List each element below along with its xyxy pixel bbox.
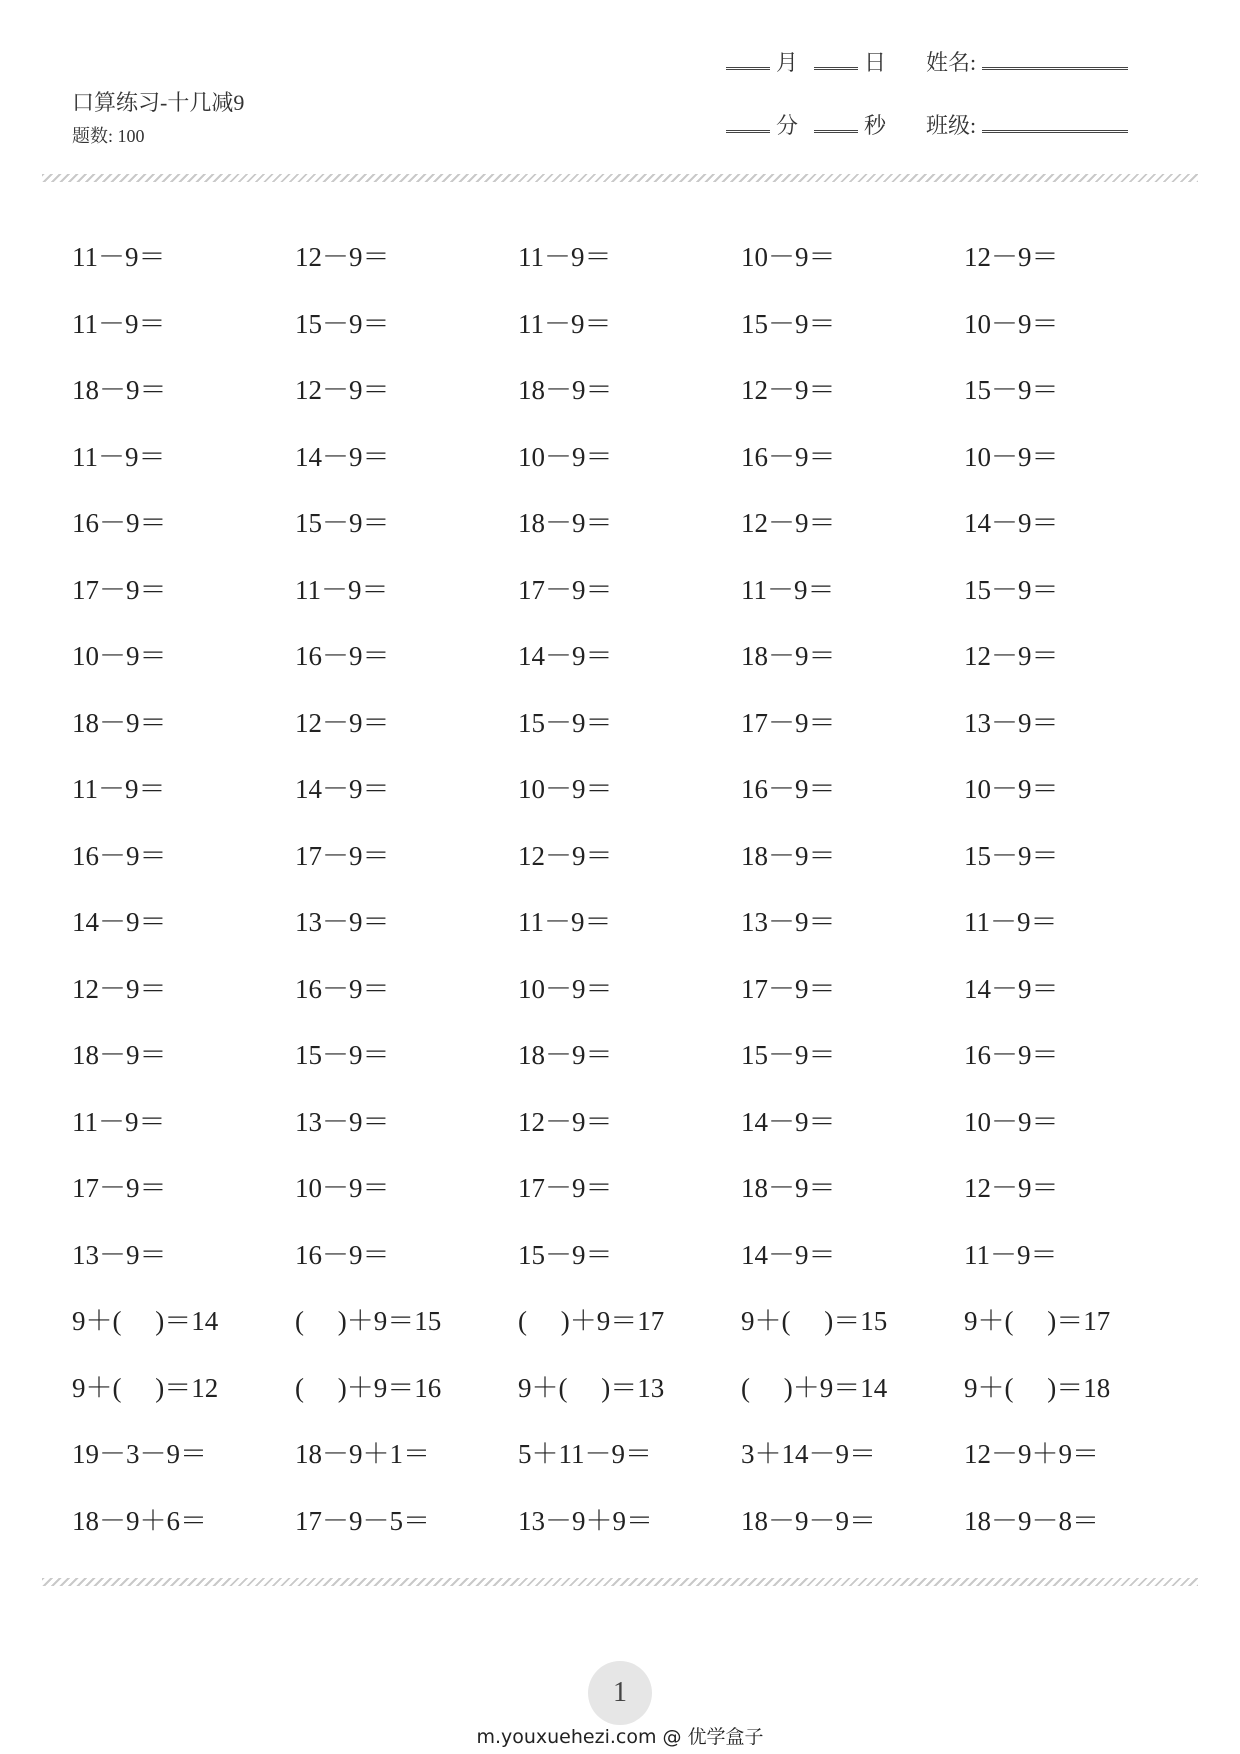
problem-item: 18－9＝	[72, 1040, 167, 1070]
problem-item: 11－9＝	[518, 242, 612, 272]
problem-item: 14－9＝	[72, 907, 167, 937]
day-blank	[814, 67, 858, 70]
problem-item: 15－9＝	[518, 1239, 613, 1270]
problem-item: 11－9＝	[295, 574, 389, 605]
time-field	[726, 115, 886, 137]
problem-item: 13－9＋9＝	[518, 1505, 653, 1536]
problem-item: 11－9＝	[518, 907, 612, 937]
day-label: 日	[864, 50, 887, 75]
problem-item: 15－9＝	[964, 840, 1059, 871]
problem-item: 16－9＝	[72, 508, 167, 538]
problem-item: 12－9＝	[741, 508, 836, 538]
problem-item: 16－9＝	[741, 441, 836, 472]
problem-item: 9＋( )＝13	[518, 1372, 665, 1403]
worksheet-title: 口算练习-十几减9	[72, 90, 245, 115]
problem-item: 18－9＋6＝	[72, 1505, 207, 1536]
problem-item: 14－9＝	[295, 441, 390, 472]
problem-item: 13－9＝	[72, 1239, 167, 1270]
problem-item: 16－9＝	[741, 774, 836, 804]
class-field	[926, 115, 1128, 137]
problem-item: 16－9＝	[964, 1040, 1059, 1070]
problem-item: 15－9＝	[741, 308, 836, 339]
minute-label: 分	[776, 113, 799, 138]
problem-item: 15－9＝	[295, 508, 390, 538]
name-field	[926, 52, 1128, 74]
problem-item: 12－9＝	[518, 1106, 613, 1137]
problem-item: 11－9＝	[72, 441, 166, 472]
problem-item: 18－9＝	[741, 641, 836, 671]
problem-item: 17－9－5＝	[295, 1505, 430, 1536]
problem-item: 18－9＝	[518, 508, 613, 538]
problem-item: 10－9＝	[518, 774, 613, 804]
minute-blank	[726, 130, 770, 133]
problem-item: 10－9＝	[964, 308, 1059, 339]
problem-item: 10－9＝	[295, 1173, 390, 1203]
footer-site: m.youxuehezi.com @ 优学盒子	[476, 1726, 764, 1748]
second-label: 秒	[864, 113, 887, 138]
problem-item: 14－9＝	[964, 973, 1059, 1004]
problem-item: 14－9＝	[741, 1239, 836, 1270]
problem-item: 10－9＝	[518, 973, 613, 1004]
problem-item: ( )＋9＝15	[295, 1306, 442, 1336]
date-field	[726, 52, 886, 74]
problem-item: 11－9＝	[72, 1106, 166, 1137]
problem-item: 17－9＝	[741, 707, 836, 738]
problem-item: 17－9＝	[72, 1173, 167, 1203]
problem-item: 9＋( )＝12	[72, 1372, 219, 1403]
problem-item: 18－9＝	[741, 1173, 836, 1203]
problem-item: 9＋( )＝14	[72, 1306, 219, 1336]
second-blank	[814, 130, 858, 133]
problem-item: 14－9＝	[518, 641, 613, 671]
problem-item: 14－9＝	[964, 508, 1059, 538]
problem-item: 12－9＝	[295, 707, 390, 738]
problem-item: 11－9＝	[964, 1239, 1058, 1270]
problem-item: ( )＋9＝14	[741, 1372, 888, 1403]
problem-item: 18－9＝	[518, 375, 613, 405]
class-blank	[982, 130, 1128, 133]
problem-item: 13－9＝	[741, 907, 836, 937]
problem-item: ( )＋9＝17	[518, 1306, 665, 1336]
problem-item: 12－9＝	[964, 242, 1059, 272]
problem-item: 15－9＝	[518, 707, 613, 738]
problem-item: 3＋14－9＝	[741, 1439, 876, 1469]
problem-item: 12－9＝	[72, 973, 167, 1004]
problem-item: 19－3－9＝	[72, 1439, 207, 1469]
problem-item: 15－9＝	[295, 1040, 390, 1070]
problem-item: 14－9＝	[295, 774, 390, 804]
problem-grid	[72, 224, 1187, 1554]
problem-item: 11－9＝	[72, 308, 166, 339]
problem-item: 12－9＝	[741, 375, 836, 405]
problem-item: 9＋( )＝17	[964, 1306, 1111, 1336]
top-divider	[42, 174, 1198, 182]
bottom-divider	[42, 1578, 1198, 1586]
problem-item: 18－9－8＝	[964, 1505, 1099, 1536]
problem-item: 15－9＝	[295, 308, 390, 339]
problem-item: 11－9＝	[964, 907, 1058, 937]
problem-item: 17－9＝	[518, 1173, 613, 1203]
problem-item: 15－9＝	[964, 574, 1059, 605]
problem-item: 12－9＝	[964, 1173, 1059, 1203]
problem-item: 18－9＝	[741, 840, 836, 871]
problem-item: 17－9＝	[72, 574, 167, 605]
name-blank	[982, 67, 1128, 70]
problem-item: 12－9＝	[295, 375, 390, 405]
problem-item: 15－9＝	[741, 1040, 836, 1070]
problem-item: 11－9＝	[741, 574, 835, 605]
problem-item: 12－9＋9＝	[964, 1439, 1099, 1469]
problem-item: 17－9＝	[741, 973, 836, 1004]
problem-item: 12－9＝	[964, 641, 1059, 671]
problem-item: 5＋11－9＝	[518, 1439, 652, 1469]
problem-item: 10－9＝	[964, 774, 1059, 804]
problem-item: 11－9＝	[72, 242, 166, 272]
problem-item: 10－9＝	[72, 641, 167, 671]
problem-count: 题数: 100	[72, 126, 145, 146]
problem-item: 11－9＝	[518, 308, 612, 339]
problem-item: 16－9＝	[72, 840, 167, 871]
problem-item: 14－9＝	[741, 1106, 836, 1137]
problem-item: 11－9＝	[72, 774, 166, 804]
problem-item: 17－9＝	[518, 574, 613, 605]
problem-item: 9＋( )＝18	[964, 1372, 1111, 1403]
problem-item: 10－9＝	[964, 1106, 1059, 1137]
problem-item: 12－9＝	[295, 242, 390, 272]
class-label: 班级:	[926, 113, 977, 138]
problem-item: 16－9＝	[295, 641, 390, 671]
problem-item: 13－9＝	[295, 1106, 390, 1137]
problem-item: 16－9＝	[295, 1239, 390, 1270]
problem-item: 18－9＝	[72, 707, 167, 738]
problem-item: 16－9＝	[295, 973, 390, 1004]
problem-item: 18－9＝	[518, 1040, 613, 1070]
problem-item: 10－9＝	[518, 441, 613, 472]
name-label: 姓名:	[926, 50, 977, 75]
problem-item: 13－9＝	[295, 907, 390, 937]
problem-item: 10－9＝	[964, 441, 1059, 472]
problem-item: 15－9＝	[964, 375, 1059, 405]
month-label: 月	[776, 50, 799, 75]
problem-item: 10－9＝	[741, 242, 836, 272]
problem-item: ( )＋9＝16	[295, 1372, 442, 1403]
problem-item: 18－9－9＝	[741, 1505, 876, 1536]
problem-item: 17－9＝	[295, 840, 390, 871]
page-number: 1	[588, 1661, 652, 1725]
problem-item: 12－9＝	[518, 840, 613, 871]
problem-item: 13－9＝	[964, 707, 1059, 738]
problem-item: 18－9＋1＝	[295, 1439, 430, 1469]
problem-item: 9＋( )＝15	[741, 1306, 888, 1336]
problem-item: 18－9＝	[72, 375, 167, 405]
month-blank	[726, 67, 770, 70]
